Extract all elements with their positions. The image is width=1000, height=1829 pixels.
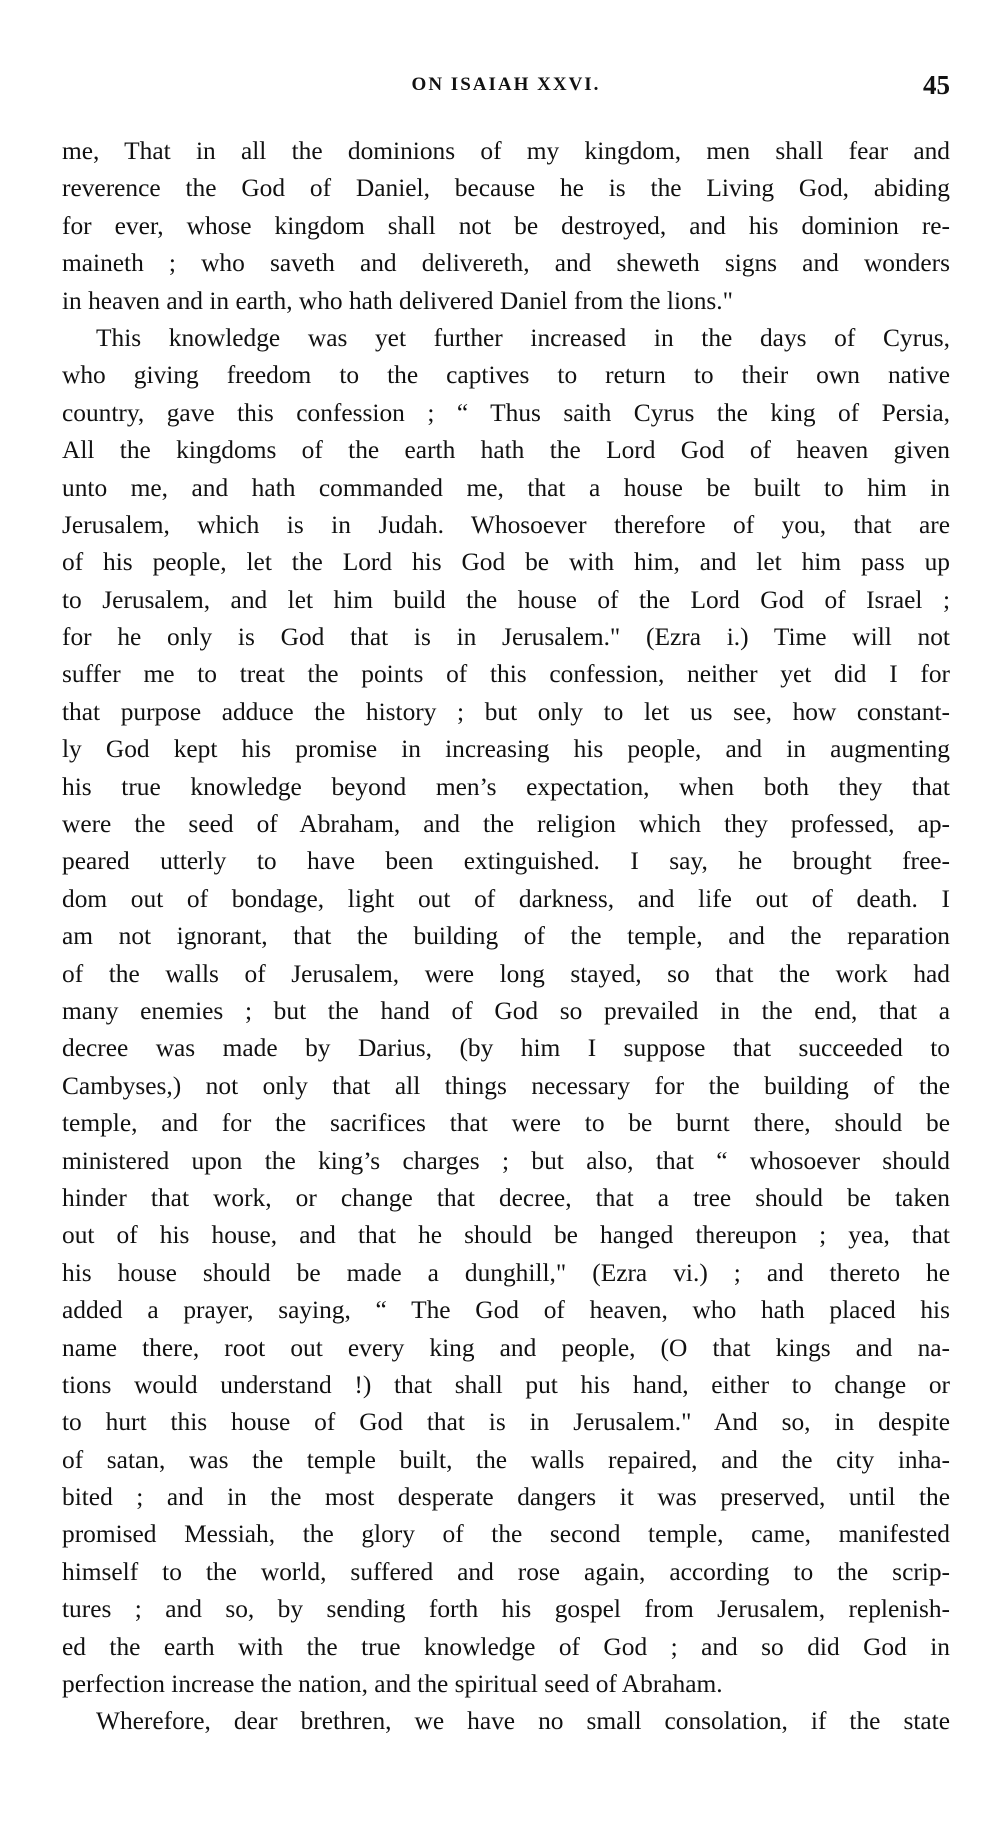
text-line: tions would understand !) that shall put his hand, either to change or [62, 1370, 950, 1399]
text-line: added a prayer, saying, “ The God of heaven, who hath placed his [62, 1296, 950, 1325]
text-line: in heaven and in earth, who hath delivered Daniel from the lions." [62, 286, 734, 315]
text-line: out of his house, and that he should be hanged thereupon ; yea, that [62, 1221, 950, 1250]
text-line: reverence the God of Daniel, because he is the Living God, abiding [62, 174, 950, 203]
text-line: Jerusalem, which is in Judah. Whosoever therefore of you, that are [62, 510, 950, 539]
text-line: This knowledge was yet further increased in the days of Cyrus, [96, 323, 950, 352]
text-line: for he only is God that is in Jerusalem." (Ezra i.) Time will not [62, 623, 950, 652]
text-line: me, That in all the dominions of my kingdom, men shall fear and [62, 137, 950, 165]
text-line: himself to the world, suffered and rose again, according to the scrip- [62, 1557, 950, 1586]
text-line: ed the earth with the true knowledge of God ; and so did God in [62, 1632, 950, 1661]
text-line: who giving freedom to the captives to return to their own native [62, 361, 950, 390]
text-line: to Jerusalem, and let him build the house of the Lord God of Israel ; [62, 585, 950, 614]
text-line: Cambyses,) not only that all things necessary for the building of the [62, 1071, 950, 1100]
page-number: 45 [923, 70, 950, 100]
text-line: were the seed of Abraham, and the religion which they professed, ap- [62, 810, 950, 839]
running-head: ON ISAIAH XXVI. [411, 74, 601, 95]
text-line: of the walls of Jerusalem, were long stayed, so that the work had [62, 959, 950, 988]
text-line: to hurt this house of God that is in Jerusalem." And so, in despite [62, 1408, 950, 1437]
text-line: perfection increase the nation, and the spiritual seed of Abraham. [62, 1670, 723, 1699]
text-line: bited ; and in the most desperate dangers it was preserved, until the [62, 1483, 950, 1512]
text-line: peared utterly to have been extinguished. I say, he brought free- [62, 847, 950, 876]
text-line: name there, root out every king and people, (O that kings and na- [62, 1333, 950, 1362]
text-line: tures ; and so, by sending forth his gospel from Jerusalem, replenish- [62, 1595, 950, 1624]
text-line: country, gave this confession ; “ Thus saith Cyrus the king of Persia, [62, 398, 950, 427]
text-line: ministered upon the king’s charges ; but also, that “ whosoever should [62, 1146, 950, 1175]
text-line: maineth ; who saveth and delivereth, and sheweth signs and wonders [62, 249, 950, 278]
body-text [62, 133, 950, 1741]
text-line: All the kingdoms of the earth hath the Lord God of heaven given [62, 436, 950, 465]
text-line: dom out of bondage, light out of darkness, and life out of death. I [62, 884, 950, 913]
text-line: hinder that work, or change that decree, that a tree should be taken [62, 1183, 950, 1212]
text-line: ly God kept his promise in increasing his people, and in augmenting [62, 735, 950, 764]
text-line: Wherefore, dear brethren, we have no small consolation, if the state [96, 1707, 950, 1736]
text-line: suffer me to treat the points of this confession, neither yet did I for [62, 660, 950, 689]
text-line: that purpose adduce the history ; but only to let us see, how constant- [62, 697, 950, 726]
text-line: his house should be made a dunghill," (Ezra vi.) ; and thereto he [62, 1258, 950, 1287]
text-line: for ever, whose kingdom shall not be destroyed, and his dominion re- [62, 211, 950, 240]
text-line: am not ignorant, that the building of the temple, and the reparation [62, 922, 950, 951]
text-line: unto me, and hath commanded me, that a house be built to him in [62, 473, 950, 502]
text-line: of his people, let the Lord his God be with him, and let him pass up [62, 548, 950, 577]
text-line: decree was made by Darius, (by him I suppose that succeeded to [62, 1034, 950, 1063]
text-line: promised Messiah, the glory of the second temple, came, manifested [62, 1520, 950, 1549]
text-line: many enemies ; but the hand of God so prevailed in the end, that a [62, 996, 950, 1025]
page-header [62, 70, 950, 102]
text-line: of satan, was the temple built, the walls repaired, and the city inha- [62, 1445, 950, 1474]
text-line: his true knowledge beyond men’s expectation, when both they that [62, 772, 950, 801]
text-line: temple, and for the sacrifices that were to be burnt there, should be [62, 1109, 950, 1138]
